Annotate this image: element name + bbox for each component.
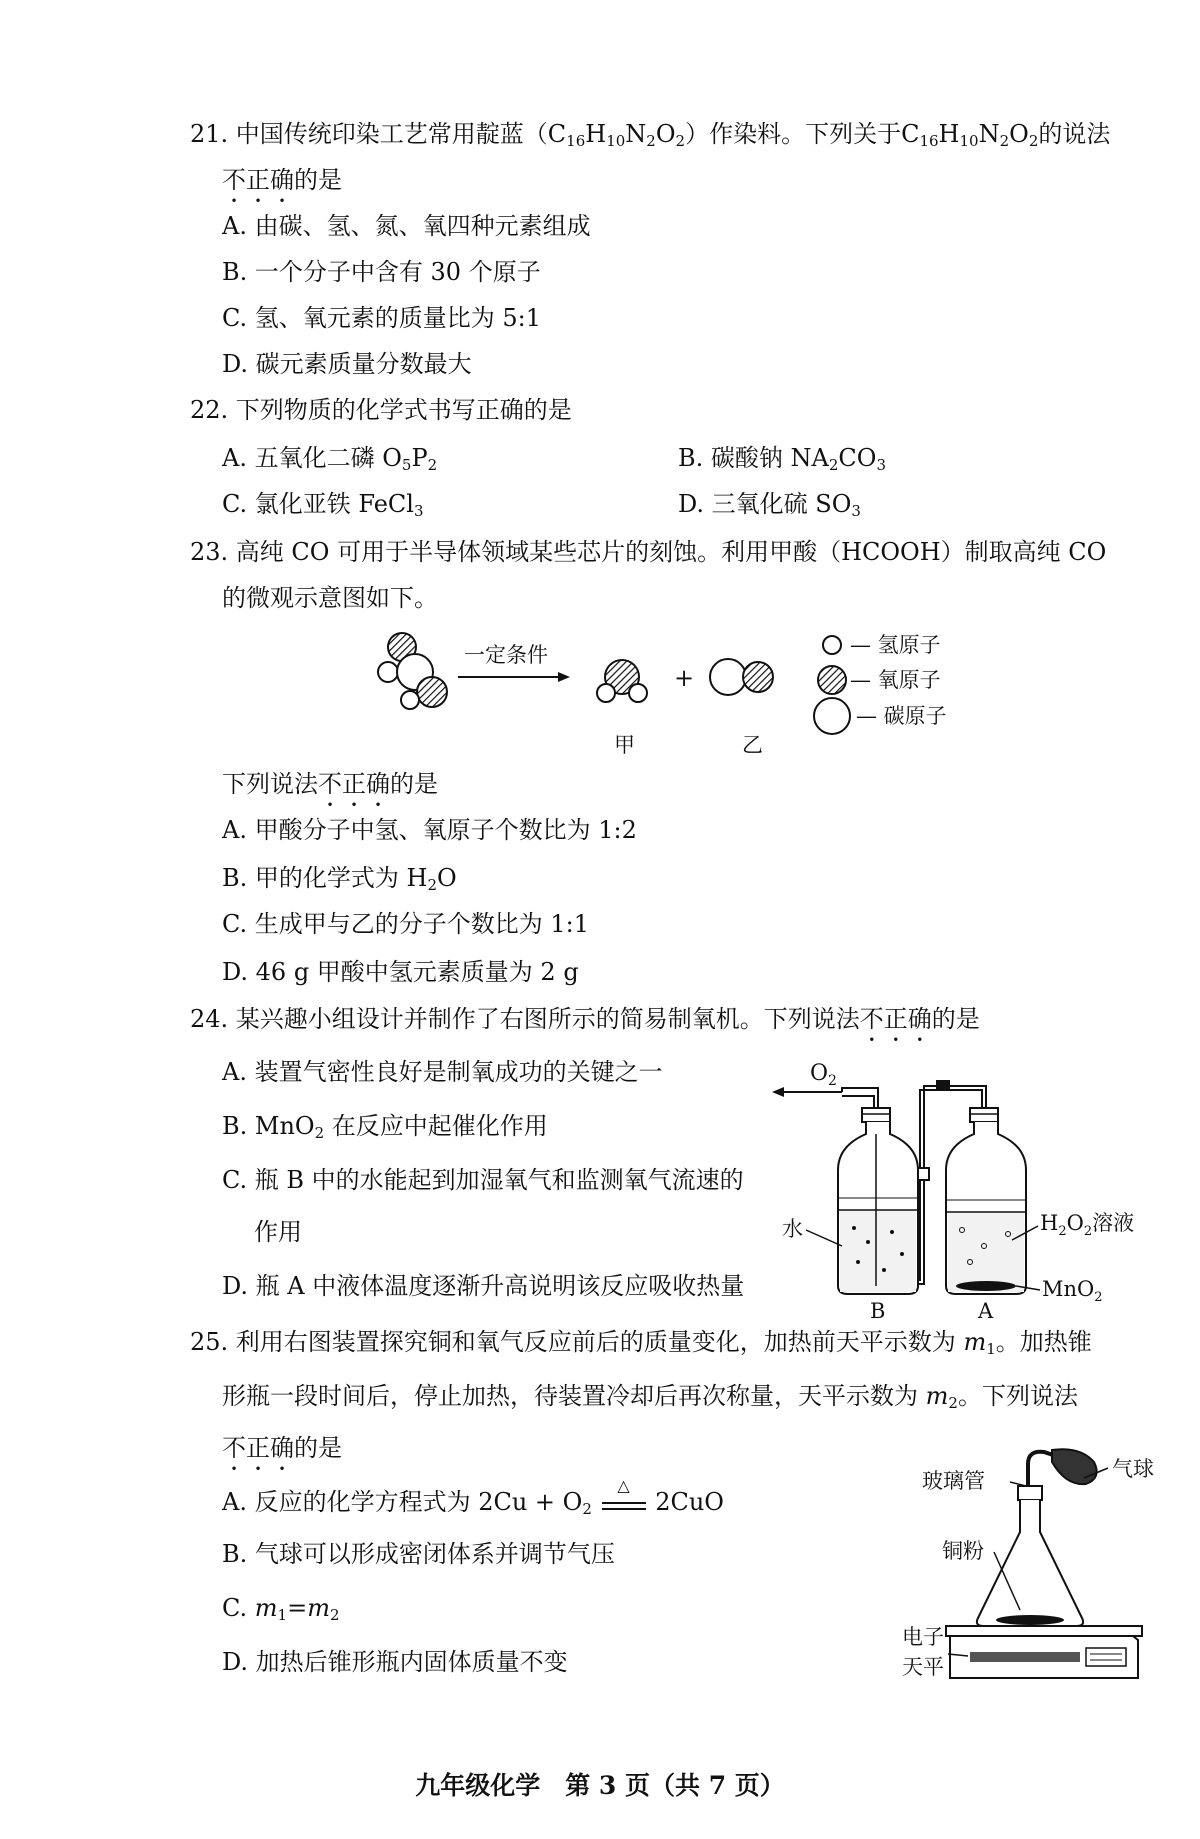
q21-option-b: B. 一个分子中含有 30 个原子 [222,258,541,286]
legend-carbon: — 碳原子 [856,704,947,728]
legend-oxygen: — 氧原子 [850,668,941,692]
formic-acid-molecule [378,633,447,709]
electronic-balance [946,1626,1142,1678]
q25-option-c: C. $m_1=m_2$ [222,1594,340,1624]
q23-sub-stem: 下列说法不正确的是 [222,770,438,798]
page-footer: 九年级化学 第 3 页（共 7 页） [415,1771,785,1800]
q23-stem-line2: 的微观示意图如下。 [222,584,438,612]
q23-option-a: A. 甲酸分子中氢、氧原子个数比为 1:2 [222,816,637,844]
legend-hydrogen: — 氢原子 [850,633,941,657]
arrow-condition-label: 一定条件 [464,643,548,667]
q22-option-c: C. 氯化亚铁 FeCl$_3$ [222,490,424,520]
product-1-label: 甲 [614,733,635,757]
q24-option-b: B. MnO$_2$ 在反应中起催化作用 [222,1112,548,1142]
bottle-b [838,1108,918,1294]
copper-powder-label: 铜粉 [942,1539,984,1563]
q21-option-d: D. 碳元素质量分数最大 [222,350,472,378]
plus-sign: + [674,664,695,692]
q24-option-d: D. 瓶 A 中液体温度逐渐升高说明该反应吸收热量 [222,1272,745,1300]
q23-option-d: D. 46 g 甲酸中氢元素质量为 2 g [222,958,579,986]
balloon [1028,1449,1108,1486]
product-co-molecule [710,659,773,695]
q21-option-a: A. 由碳、氢、氮、氧四种元素组成 [222,212,591,240]
h2o2-label: $H_2O_2$溶液 [1040,1211,1135,1239]
q22-stem: 22. 下列物质的化学式书写正确的是 [190,396,572,424]
reaction-diagram [370,620,1010,770]
q25-option-a: A. 反应的化学方程式为 $2Cu + O_2$ △ 2CuO [222,1476,724,1518]
q24-stem: 24. 某兴趣小组设计并制作了右图所示的简易制氧机。下列说法不正确的是 [190,1005,980,1033]
q25-stem-line2: 形瓶一段时间后，停止加热，待装置冷却后再次称量，天平示数为 $m_2$。下列说法 [222,1382,1078,1412]
bottle-a-label: A [978,1299,994,1323]
q24-option-c-line2: 作用 [254,1218,302,1246]
q21-stem-line1: 21. 中国传统印染工艺常用靛蓝$(C_{16}H_{10}N_2O_2)$作染料。下列关于$C_{16}H_{10}N_2O_2$的说法 [190,120,1111,150]
q23-option-c: C. 生成甲与乙的分子个数比为 1:1 [222,910,590,938]
q22-option-a: A. 五氧化二磷 $O_5P_2$ [222,444,438,474]
glass-tube-label: 玻璃管 [922,1469,985,1493]
balance-label-line2: 天平 [902,1655,944,1679]
q25-stem-line3: 不正确的是 [222,1434,342,1462]
product-water-molecule [597,660,647,702]
q22-option-b: B. 碳酸钠 $NA_2CO_3$ [678,444,886,474]
bottle-b-label: B [870,1299,886,1323]
q25-option-b: B. 气球可以形成密闭体系并调节气压 [222,1540,615,1568]
q23-stem-line1: 23. 高纯 CO 可用于半导体领域某些芯片的刻蚀。利用甲酸（HCOOH）制取高纯 CO [190,538,1107,566]
bottle-a [946,1108,1026,1294]
atom-legend [814,633,947,734]
q23-option-b: B. 甲的化学式为 $H_2O$ [222,864,457,894]
balloon-label: 气球 [1112,1457,1154,1481]
balance-figure [880,1440,1180,1700]
q21-stem-line2: 不正确的是 [222,166,342,194]
o2-label: $O_2$ [810,1061,837,1089]
q24-option-c-line1: C. 瓶 B 中的水能起到加湿氧气和监测氧气流速的 [222,1166,744,1194]
heating-condition-sign: △ [602,1488,646,1510]
q25-stem-line1: 25. 利用右图装置探究铜和氧气反应前后的质量变化，加热前天平示数为 $m_1$。加热锥 [190,1328,1092,1358]
product-2-label: 乙 [742,733,763,757]
q21-option-c: C. 氢、氧元素的质量比为 5:1 [222,304,542,332]
water-label: 水 [782,1217,803,1241]
balance-label-line1: 电子 [902,1625,944,1649]
q25-option-d: D. 加热后锥形瓶内固体质量不变 [222,1648,568,1676]
mno2-label: MnO$_2$ [1042,1277,1103,1305]
reaction-arrow [458,643,570,682]
erlenmeyer-flask [977,1486,1083,1626]
q24-option-a: A. 装置气密性良好是制氧成功的关键之一 [222,1058,663,1086]
oxygen-generator-figure [772,1050,1172,1323]
q22-option-d: D. 三氧化硫 $SO_3$ [678,490,861,520]
